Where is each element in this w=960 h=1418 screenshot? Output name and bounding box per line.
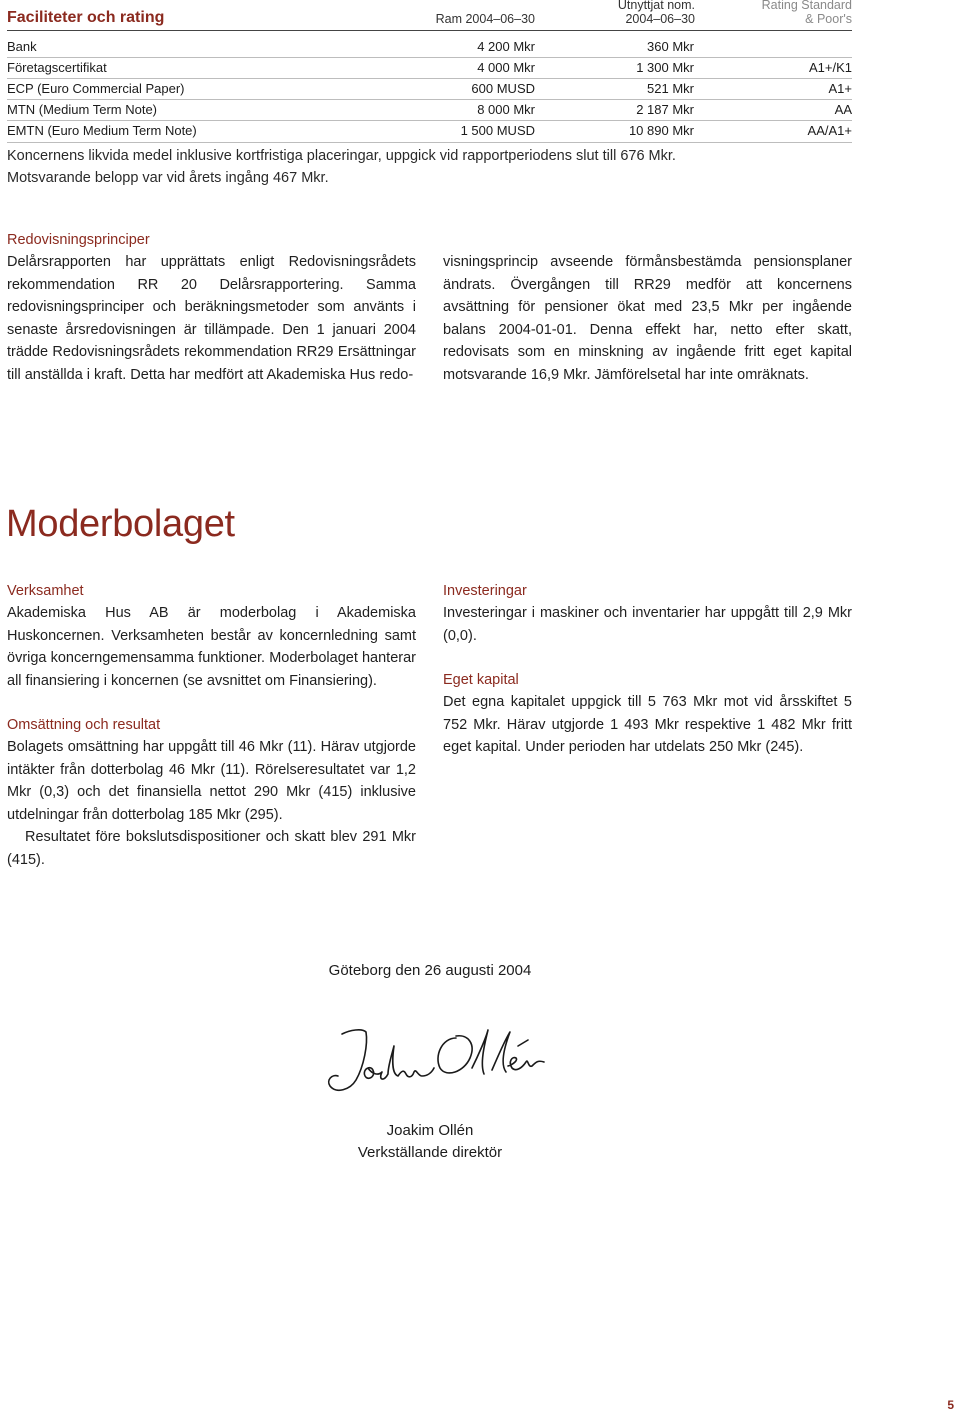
- investeringar-heading: Investeringar: [443, 583, 527, 599]
- row-rating: A1+/K1: [808, 60, 852, 75]
- row-ram: 4 000 Mkr: [477, 60, 535, 75]
- accounting-text-left: Delårsrapporten har upprättats enligt Redovisningsrådets rekommendation RR 20 Delårsrapportering. Samma redovisningsprinciper och beräkningsmetoder som använts i senaste årsredovisningen är tillämpade. Den 1 januari 2004 trädde Redovisningsrådets rekommendation RR29 Ersättningar till anställda i kraft. Detta har medfört att Akademiska Hus redo-: [7, 254, 416, 383]
- signatory-role: Verkställande direktör: [357, 1144, 503, 1161]
- table-row: [7, 99, 852, 120]
- signature-place-date: Göteborg den 26 augusti 2004: [328, 962, 532, 979]
- parent-right-column: [443, 580, 852, 759]
- table-row: [7, 36, 852, 57]
- liquidity-note-line2: Motsvarande belopp var vid årets ingång 467 Mkr.: [7, 170, 329, 186]
- parent-company-title: Moderbolaget: [6, 503, 235, 545]
- accounting-left-column: [7, 229, 416, 386]
- row-ram: 600 MUSD: [471, 81, 535, 96]
- header-utnyttjat-line2: 2004–06–30: [625, 12, 695, 26]
- header-rating-line1: Rating Standard: [761, 0, 852, 12]
- table-top-rule: [7, 30, 852, 31]
- facilities-title: Faciliteter och rating: [7, 9, 165, 26]
- row-used: 360 Mkr: [647, 39, 694, 54]
- row-name: ECP (Euro Commercial Paper): [7, 81, 185, 96]
- row-used: 1 300 Mkr: [636, 60, 694, 75]
- table-row: [7, 78, 852, 99]
- accounting-text-right: visningsprincip avseende förmånsbestämda pensionsplaner ändrats. Övergången till RR29 medför att koncernens avsättning för pensioner ökat med 23,5 Mkr per ingående balans 2004-01-01. Denna effekt har, netto efter skatt, redovisats som en minskning av ingående fritt eget kapital motsvarande 16,9 Mkr. Jämförelsetal har inte omräknats.: [443, 254, 852, 383]
- row-rating: AA: [834, 102, 852, 117]
- row-ram: 1 500 MUSD: [460, 123, 535, 138]
- row-name: Bank: [7, 39, 37, 54]
- omsattning-text: Bolagets omsättning har uppgått till 46 Mkr (11). Härav utgjorde intäkter från dotterbolag 46 Mkr (11). Rörelseresultatet var 1,2 Mkr (0,3) och det finansiella nettot 290 Mkr (415) inklusive utdelningar från dotterbolag 185 Mkr (295).: [7, 739, 416, 823]
- verksamhet-heading: Verksamhet: [7, 583, 84, 599]
- row-used: 10 890 Mkr: [628, 123, 694, 138]
- accounting-heading: Redovisningsprinciper: [7, 232, 150, 248]
- row-used: 2 187 Mkr: [636, 102, 694, 117]
- header-rating-line2: & Poor's: [805, 12, 852, 26]
- liquidity-note-line1: Koncernens likvida medel inklusive kortfristiga placeringar, uppgick vid rapportperiodens slut till 676 Mkr.: [7, 148, 676, 164]
- row-rating: AA/A1+: [807, 123, 852, 138]
- table-bottom-rule: [7, 142, 852, 143]
- row-name: EMTN (Euro Medium Term Note): [7, 123, 197, 138]
- row-rating: A1+: [828, 81, 852, 96]
- parent-left-column: [7, 580, 416, 871]
- row-name: MTN (Medium Term Note): [7, 102, 158, 117]
- table-row: [7, 120, 852, 141]
- accounting-right-column: [443, 251, 852, 386]
- omsattning-heading: Omsättning och resultat: [7, 717, 161, 733]
- row-name: Företagscertifikat: [7, 60, 107, 75]
- header-utnyttjat-line1: Utnyttjat nom.: [617, 0, 695, 12]
- header-ram: Ram 2004–06–30: [435, 12, 535, 26]
- page-number: 5: [947, 1398, 954, 1412]
- omsattning-text-result: Resultatet före bokslutsdispositioner och skatt blev 291 Mkr (415).: [7, 829, 416, 868]
- investeringar-text: Investeringar i maskiner och inventarier har uppgått till 2,9 Mkr (0,0).: [443, 605, 852, 644]
- table-row: [7, 57, 852, 78]
- verksamhet-text: Akademiska Hus AB är moderbolag i Akademiska Huskoncernen. Verksamheten består av koncernledning samt övriga koncerngemensamma funktioner. Moderbolaget hanterar all finansiering i koncernen (se avsnittet om Finansiering).: [7, 605, 416, 689]
- header-utnyttjat: [540, 0, 695, 26]
- handwritten-signature: [322, 1020, 552, 1100]
- eget-kapital-heading: Eget kapital: [443, 672, 519, 688]
- signatory-name: Joakim Ollén: [386, 1122, 474, 1139]
- signature-block: [0, 1120, 860, 1164]
- header-rating: [700, 0, 852, 26]
- row-used: 521 Mkr: [647, 81, 694, 96]
- row-ram: 4 200 Mkr: [477, 39, 535, 54]
- eget-kapital-text: Det egna kapitalet uppgick till 5 763 Mkr mot vid årsskiftet 5 752 Mkr. Härav utgjorde 1 493 Mkr respektive 1 482 Mkr fritt eget kapital. Under perioden har utdelats 250 Mkr (245).: [443, 694, 852, 755]
- row-ram: 8 000 Mkr: [477, 102, 535, 117]
